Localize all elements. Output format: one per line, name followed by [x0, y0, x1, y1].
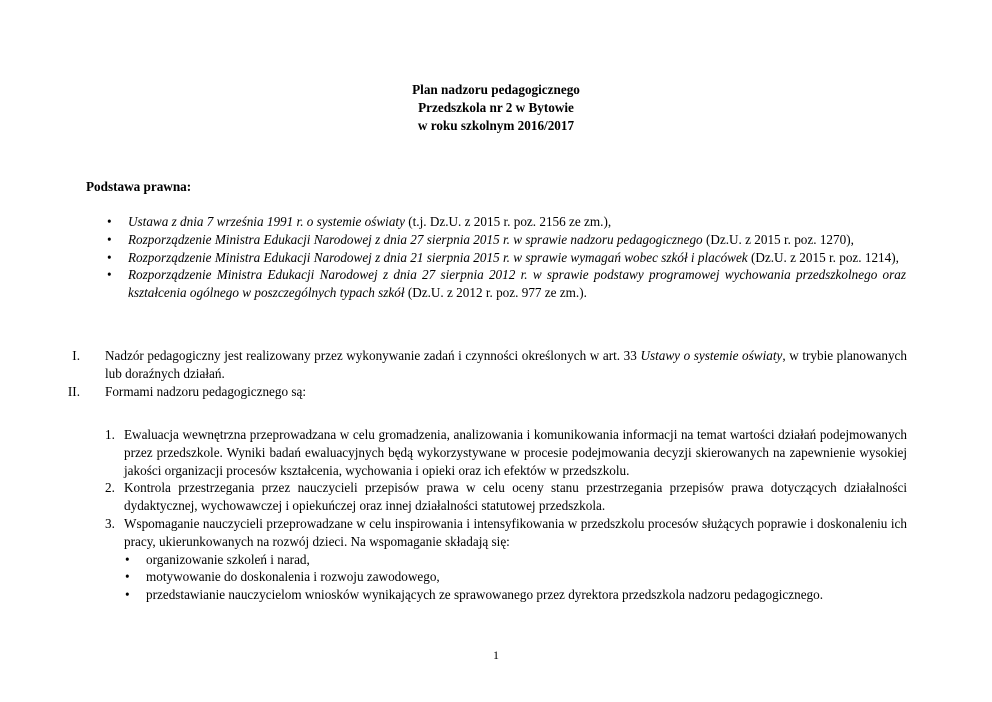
section-number: II. — [67, 384, 80, 399]
section-text: Formami nadzoru pedagogicznego są: — [105, 384, 307, 399]
supervision-form-item — [105, 479, 907, 515]
section-text: Nadzór pedagogiczny jest realizowany przez wykonywanie zadań i czynności określonych w art. 33 Ustawy o systemie oświaty, w trybie planowanych lub doraźnych działań. — [105, 348, 907, 381]
supervision-form-item — [105, 515, 907, 604]
legal-act-reference: (Dz.U. z 2015 r. poz. 1270), — [702, 231, 854, 247]
item-text: Wspomaganie nauczycieli przeprowadzane w celu inspirowania i intensyfikowania w przedszkolu procesów służących poprawie i doskonaleniu ich pracy, ukierunkowanych na rozwój dzieci. Na wspomaganie składają się: — [124, 515, 907, 549]
support-activity-item: • motywowanie do doskonalenia i rozwoju zawodowego, — [125, 569, 440, 585]
bullet-icon: • — [125, 569, 130, 585]
legal-act-reference: (Dz.U. z 2015 r. poz. 1214), — [747, 249, 899, 265]
legal-act-reference: (Dz.U. z 2012 r. poz. 977 ze zm.). — [404, 285, 587, 301]
support-activity-item: • przedstawianie nauczycielom wniosków wynikających ze sprawowanego przez dyrektora przedszkola nadzoru pedagogicznego. — [125, 587, 824, 603]
bullet-icon: • — [107, 231, 112, 247]
title-line-3: w roku szkolnym 2016/2017 — [417, 117, 575, 133]
item-number: 1. — [105, 427, 115, 442]
legal-basis-item — [107, 249, 906, 267]
legal-basis-list — [107, 213, 906, 302]
support-activities-list — [124, 551, 907, 604]
title-line-1: Plan nadzoru pedagogicznego — [412, 82, 580, 97]
supervision-form-item — [105, 426, 907, 479]
document-title — [0, 81, 992, 134]
section-number: I. — [72, 348, 80, 363]
legal-act-title: Ustawa z dnia 7 września 1991 r. o systemie oświaty — [128, 214, 405, 229]
legal-act-title: Rozporządzenie Ministra Edukacji Narodowej z dnia 21 sierpnia 2015 r. w sprawie wymagań wobec szkół i placówek — [128, 249, 748, 265]
page-number: 1 — [493, 648, 499, 662]
act-reference-italic: Ustawy o systemie oświaty — [640, 348, 783, 363]
bullet-icon: • — [107, 214, 112, 229]
legal-basis-item — [107, 266, 906, 302]
supervision-forms-list — [105, 426, 907, 604]
legal-act-reference: (t.j. Dz.U. z 2015 r. poz. 2156 ze zm.), — [404, 214, 612, 229]
legal-act-title: Rozporządzenie Ministra Edukacji Narodowej z dnia 27 sierpnia 2012 r. w sprawie podstawy programowej wychowania przedszkolnego oraz kształcenia ogólnego w poszczególnych typach szkół — [128, 267, 906, 301]
bullet-icon: • — [125, 587, 130, 603]
item-text: Ewaluacja wewnętrzna przeprowadzana w celu gromadzenia, analizowania i komunikowania informacji na temat wartości działań podejmowanych przez przedszkole. Wyniki badań ewaluacyjnych będą wykorzystywane w procesie podejmowania decyzji skierowanych na zapewnienie wysokiej jakości organizacji procesów kształcenia, wychowania i opieki oraz ich efektów w przedszkolu. — [124, 427, 907, 478]
bullet-icon: • — [107, 267, 112, 283]
item-number: 3. — [105, 515, 115, 531]
legal-basis-heading: Podstawa prawna: — [86, 179, 192, 194]
item-number: 2. — [105, 480, 115, 496]
bullet-icon: • — [125, 551, 130, 567]
legal-act-title: Rozporządzenie Ministra Edukacji Narodowej z dnia 27 sierpnia 2015 r. w sprawie nadzoru pedagogicznego — [128, 231, 703, 247]
support-activity-item: • organizowanie szkoleń i narad, — [125, 551, 310, 567]
legal-basis-item — [107, 231, 906, 249]
legal-basis-item — [107, 213, 906, 231]
title-line-2: Przedszkola nr 2 w Bytowie — [418, 99, 574, 115]
item-text: Kontrola przestrzegania przez nauczycieli przepisów prawa w celu oceny stanu przestrzegania przepisów prawa dotyczących działalności dydaktycznej, wychowawczej i opiekuńczej oraz innej działalności statutowej przedszkola. — [124, 480, 907, 514]
bullet-icon: • — [107, 249, 112, 265]
